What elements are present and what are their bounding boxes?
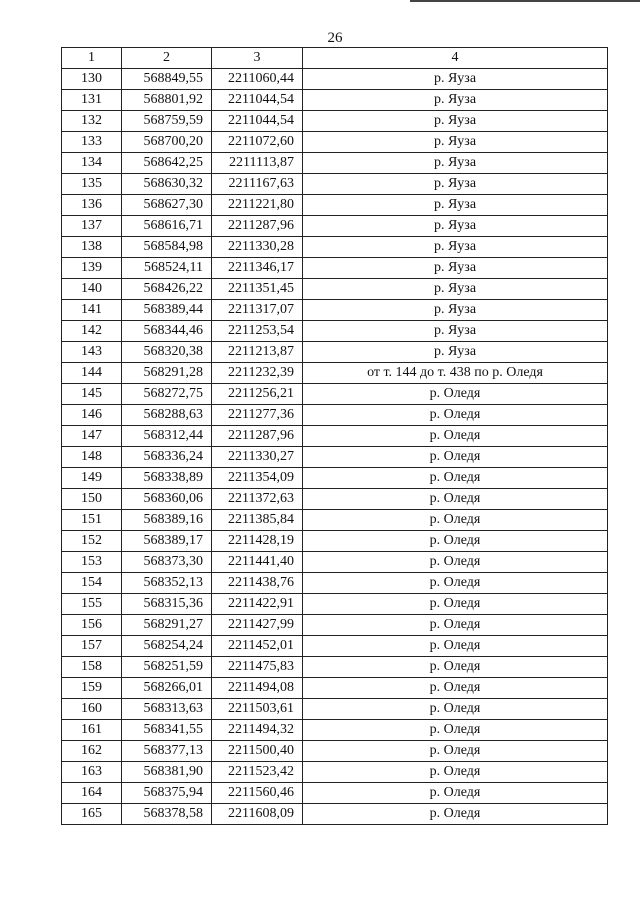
x-coordinate-cell: 568338,89 [122,468,212,489]
y-coordinate-cell: 2211475,83 [212,657,303,678]
table-row [62,762,608,783]
x-coordinate-cell: 568254,24 [122,636,212,657]
description-cell: р. Яуза [303,132,608,153]
x-coordinate-cell: 568291,28 [122,363,212,384]
y-coordinate-cell: 2211221,80 [212,195,303,216]
x-coordinate-cell: 568352,13 [122,573,212,594]
description-cell: р. Яуза [303,342,608,363]
table-row [62,300,608,321]
table-row [62,468,608,489]
y-coordinate-cell: 2211351,45 [212,279,303,300]
x-coordinate-cell: 568341,55 [122,720,212,741]
description-cell: р. Оледя [303,720,608,741]
point-number-cell: 134 [62,153,122,174]
point-number-cell: 161 [62,720,122,741]
description-cell: р. Оледя [303,552,608,573]
table-row [62,258,608,279]
x-coordinate-cell: 568251,59 [122,657,212,678]
y-coordinate-cell: 2211113,87 [212,153,303,174]
point-number-cell: 152 [62,531,122,552]
point-number-cell: 151 [62,510,122,531]
point-number-cell: 141 [62,300,122,321]
point-number-cell: 164 [62,783,122,804]
point-number-cell: 142 [62,321,122,342]
x-coordinate-cell: 568291,27 [122,615,212,636]
description-cell: р. Яуза [303,69,608,90]
point-number-cell: 140 [62,279,122,300]
y-coordinate-cell: 2211523,42 [212,762,303,783]
point-number-cell: 147 [62,426,122,447]
x-coordinate-cell: 568630,32 [122,174,212,195]
y-coordinate-cell: 2211213,87 [212,342,303,363]
y-coordinate-cell: 2211277,36 [212,405,303,426]
top-edge-rule [410,0,640,2]
point-number-cell: 135 [62,174,122,195]
table-row [62,531,608,552]
x-coordinate-cell: 568759,59 [122,111,212,132]
description-cell: р. Оледя [303,426,608,447]
description-cell: р. Яуза [303,237,608,258]
y-coordinate-cell: 2211438,76 [212,573,303,594]
table-row [62,783,608,804]
x-coordinate-cell: 568312,44 [122,426,212,447]
y-coordinate-cell: 2211354,09 [212,468,303,489]
x-coordinate-cell: 568288,63 [122,405,212,426]
x-coordinate-cell: 568801,92 [122,90,212,111]
y-coordinate-cell: 2211060,44 [212,69,303,90]
point-number-cell: 137 [62,216,122,237]
point-number-cell: 156 [62,615,122,636]
point-number-cell: 139 [62,258,122,279]
description-cell: р. Оледя [303,678,608,699]
coordinates-table [61,47,608,825]
table-row [62,804,608,825]
description-cell: р. Яуза [303,90,608,111]
x-coordinate-cell: 568642,25 [122,153,212,174]
table-body [62,69,608,825]
y-coordinate-cell: 2211044,54 [212,111,303,132]
y-coordinate-cell: 2211253,54 [212,321,303,342]
description-cell: р. Оледя [303,762,608,783]
table-row [62,447,608,468]
x-coordinate-cell: 568377,13 [122,741,212,762]
y-coordinate-cell: 2211422,91 [212,594,303,615]
description-cell: р. Оледя [303,510,608,531]
x-coordinate-cell: 568627,30 [122,195,212,216]
point-number-cell: 153 [62,552,122,573]
table-row [62,216,608,237]
x-coordinate-cell: 568616,71 [122,216,212,237]
x-coordinate-cell: 568313,63 [122,699,212,720]
x-coordinate-cell: 568344,46 [122,321,212,342]
description-cell: р. Оледя [303,573,608,594]
x-coordinate-cell: 568849,55 [122,69,212,90]
point-number-cell: 163 [62,762,122,783]
point-number-cell: 154 [62,573,122,594]
y-coordinate-cell: 2211427,99 [212,615,303,636]
table-row [62,573,608,594]
table-row [62,174,608,195]
description-cell: р. Оледя [303,804,608,825]
point-number-cell: 155 [62,594,122,615]
x-coordinate-cell: 568524,11 [122,258,212,279]
description-cell: р. Яуза [303,258,608,279]
table-row [62,657,608,678]
table-row [62,384,608,405]
description-cell: р. Оледя [303,447,608,468]
description-cell: р. Яуза [303,195,608,216]
table-row [62,405,608,426]
header-col-2: 2 [122,48,212,69]
point-number-cell: 158 [62,657,122,678]
table-row [62,363,608,384]
y-coordinate-cell: 2211452,01 [212,636,303,657]
header-col-1: 1 [62,48,122,69]
y-coordinate-cell: 2211494,32 [212,720,303,741]
x-coordinate-cell: 568315,36 [122,594,212,615]
description-cell: р. Оледя [303,531,608,552]
description-cell: р. Яуза [303,321,608,342]
y-coordinate-cell: 2211072,60 [212,132,303,153]
y-coordinate-cell: 2211428,19 [212,531,303,552]
x-coordinate-cell: 568389,16 [122,510,212,531]
table-row [62,279,608,300]
description-cell: р. Оледя [303,468,608,489]
description-cell: от т. 144 до т. 438 по р. Оледя [303,363,608,384]
x-coordinate-cell: 568389,44 [122,300,212,321]
table-row [62,111,608,132]
description-cell: р. Оледя [303,615,608,636]
point-number-cell: 150 [62,489,122,510]
table-row [62,636,608,657]
x-coordinate-cell: 568373,30 [122,552,212,573]
table-row [62,678,608,699]
table-row [62,426,608,447]
description-cell: р. Оледя [303,594,608,615]
description-cell: р. Оледя [303,783,608,804]
x-coordinate-cell: 568375,94 [122,783,212,804]
y-coordinate-cell: 2211385,84 [212,510,303,531]
x-coordinate-cell: 568389,17 [122,531,212,552]
table-row [62,153,608,174]
y-coordinate-cell: 2211167,63 [212,174,303,195]
y-coordinate-cell: 2211346,17 [212,258,303,279]
table-row [62,195,608,216]
description-cell: р. Оледя [303,405,608,426]
y-coordinate-cell: 2211608,09 [212,804,303,825]
x-coordinate-cell: 568272,75 [122,384,212,405]
table-row [62,594,608,615]
y-coordinate-cell: 2211560,46 [212,783,303,804]
point-number-cell: 165 [62,804,122,825]
x-coordinate-cell: 568426,22 [122,279,212,300]
y-coordinate-cell: 2211317,07 [212,300,303,321]
description-cell: р. Оледя [303,741,608,762]
description-cell: р. Оледя [303,489,608,510]
point-number-cell: 160 [62,699,122,720]
point-number-cell: 146 [62,405,122,426]
header-col-3: 3 [212,48,303,69]
table-row [62,510,608,531]
table-row [62,615,608,636]
point-number-cell: 149 [62,468,122,489]
x-coordinate-cell: 568320,38 [122,342,212,363]
description-cell: р. Оледя [303,657,608,678]
x-coordinate-cell: 568381,90 [122,762,212,783]
description-cell: р. Яуза [303,279,608,300]
x-coordinate-cell: 568360,06 [122,489,212,510]
table-row [62,741,608,762]
point-number-cell: 143 [62,342,122,363]
y-coordinate-cell: 2211372,63 [212,489,303,510]
y-coordinate-cell: 2211256,21 [212,384,303,405]
point-number-cell: 133 [62,132,122,153]
description-cell: р. Оледя [303,384,608,405]
description-cell: р. Яуза [303,153,608,174]
table-row [62,552,608,573]
y-coordinate-cell: 2211503,61 [212,699,303,720]
point-number-cell: 138 [62,237,122,258]
table-row [62,699,608,720]
point-number-cell: 130 [62,69,122,90]
y-coordinate-cell: 2211232,39 [212,363,303,384]
table-row [62,90,608,111]
point-number-cell: 131 [62,90,122,111]
x-coordinate-cell: 568266,01 [122,678,212,699]
table-row [62,489,608,510]
y-coordinate-cell: 2211287,96 [212,426,303,447]
description-cell: р. Яуза [303,216,608,237]
y-coordinate-cell: 2211494,08 [212,678,303,699]
table-row [62,321,608,342]
header-row [62,48,608,69]
x-coordinate-cell: 568700,20 [122,132,212,153]
table-row [62,69,608,90]
point-number-cell: 136 [62,195,122,216]
y-coordinate-cell: 2211330,27 [212,447,303,468]
description-cell: р. Оледя [303,636,608,657]
point-number-cell: 162 [62,741,122,762]
description-cell: р. Яуза [303,300,608,321]
table-row [62,237,608,258]
description-cell: р. Яуза [303,174,608,195]
y-coordinate-cell: 2211500,40 [212,741,303,762]
table-row [62,720,608,741]
table-header [62,48,608,69]
point-number-cell: 144 [62,363,122,384]
x-coordinate-cell: 568336,24 [122,447,212,468]
point-number-cell: 159 [62,678,122,699]
point-number-cell: 132 [62,111,122,132]
point-number-cell: 148 [62,447,122,468]
description-cell: р. Оледя [303,699,608,720]
point-number-cell: 145 [62,384,122,405]
description-cell: р. Яуза [303,111,608,132]
y-coordinate-cell: 2211330,28 [212,237,303,258]
page-number: 26 [327,30,343,46]
y-coordinate-cell: 2211441,40 [212,552,303,573]
point-number-cell: 157 [62,636,122,657]
y-coordinate-cell: 2211044,54 [212,90,303,111]
header-col-4: 4 [303,48,608,69]
table-row [62,342,608,363]
x-coordinate-cell: 568378,58 [122,804,212,825]
y-coordinate-cell: 2211287,96 [212,216,303,237]
x-coordinate-cell: 568584,98 [122,237,212,258]
table-row [62,132,608,153]
